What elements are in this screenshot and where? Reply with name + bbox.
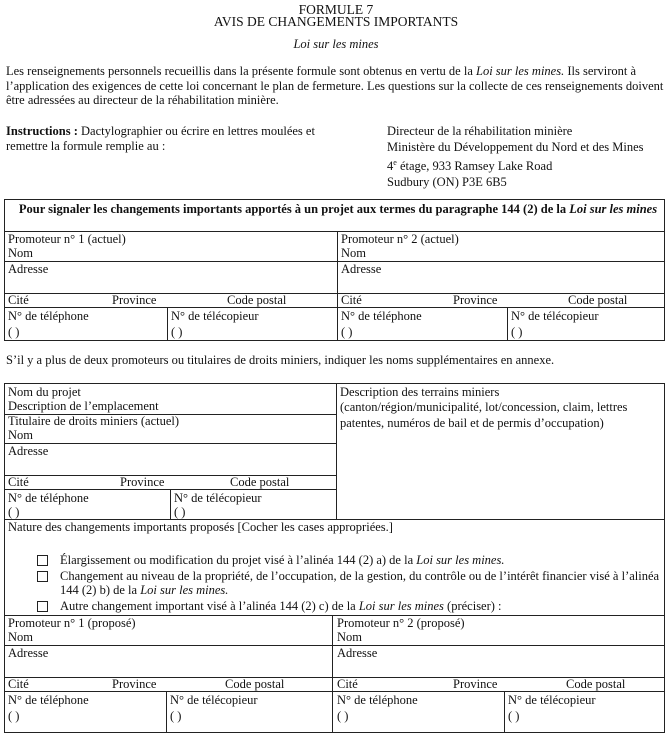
divider (4, 645, 332, 646)
divider (337, 261, 665, 262)
proposed-2-name-label: Nom (337, 630, 362, 644)
divider (4, 443, 336, 444)
option-3-label: Autre changement important visé à l’alinéa 144 (2) c) de la (60, 599, 359, 613)
holder-fax-paren: ( ) (174, 505, 186, 519)
holder-postal-label: Code postal (230, 475, 290, 489)
promoter-2-phone-paren: ( ) (341, 325, 353, 339)
instructions (6, 124, 346, 154)
option-2-text (60, 569, 660, 597)
promoter-1-fax-label: N° de télécopieur (171, 309, 259, 323)
divider (4, 261, 337, 262)
address-line-4: Sudbury (ON) P3E 6B5 (387, 174, 507, 189)
option-2-law: Loi sur les mines. (140, 583, 229, 597)
holder-address-label: Adresse (8, 444, 49, 458)
promoter-2-province-label: Province (453, 293, 498, 307)
promoter-2-proposed-label: Promoteur n° 2 (proposé) (337, 616, 465, 630)
holder-phone-label: N° de téléphone (8, 491, 89, 505)
promoter-2-fax-label: N° de télécopieur (511, 309, 599, 323)
address-line-2: Ministère du Développement du Nord et des Mines (387, 139, 644, 154)
option-2-label: Changement au niveau de la propriété, de l’occupation, de la gestion, du contrôle ou de l’intérêt financier visé à l’alinéa 144 (2) b) de la (60, 569, 660, 597)
intro-text: Les renseignements personnels recueillis dans la présente formule sont obtenus en vertu de la (6, 64, 476, 78)
section1-heading-law: Loi sur les mines (569, 202, 658, 216)
holder-city-label: Cité (8, 475, 29, 489)
option-1-text (60, 553, 504, 568)
intro-law: Loi sur les mines. (476, 64, 565, 78)
proposed-1-postal-label: Code postal (225, 677, 285, 691)
promoter-2-phone-label: N° de téléphone (341, 309, 422, 323)
promoter-1-fax-paren: ( ) (171, 325, 183, 339)
promoter-2-postal-label: Code postal (568, 293, 628, 307)
proposed-1-province-label: Province (112, 677, 157, 691)
section1-heading-text: Pour signaler les changements importants apportés à un projet aux termes du paragraphe 144 (2) de la (18, 202, 570, 216)
promoter-1-phone-label: N° de téléphone (8, 309, 89, 323)
promoter-2-current-label: Promoteur n° 2 (actuel) (341, 232, 459, 246)
lands-title: Description des terrains miniers (340, 385, 500, 399)
option-2-checkbox[interactable] (37, 571, 48, 582)
floor-sup: e (393, 158, 397, 167)
holder-label: Titulaire de droits miniers (actuel) (8, 414, 180, 428)
proposed-2-fax-paren: ( ) (508, 709, 520, 723)
proposed-1-phone-label: N° de téléphone (8, 693, 89, 707)
instructions-text: Dactylographier ou écrire en lettres moulées et remettre la formule remplie au : (6, 124, 315, 153)
form-title: AVIS DE CHANGEMENTS IMPORTANTS (213, 14, 459, 29)
intro-text-2: Ils serviront à l’application des exigences de cette loi concernant le plan de fermeture. Les questions sur la collecte de ces renseignements doivent être adressées au directeur de la réhabilitation minière. (6, 64, 664, 107)
option-1-law: Loi sur les mines. (416, 553, 505, 567)
promoter-1-proposed-label: Promoteur n° 1 (proposé) (8, 616, 136, 630)
proposed-2-phone-paren: ( ) (337, 709, 349, 723)
promoter-2-name-label: Nom (341, 246, 366, 260)
divider (166, 691, 167, 733)
option-1-label: Élargissement ou modification du projet visé à l’alinéa 144 (2) a) de la (60, 553, 417, 567)
intro-paragraph (6, 64, 666, 108)
divider (336, 383, 337, 519)
divider (337, 231, 338, 341)
promoter-1-name-label: Nom (8, 246, 33, 260)
divider (504, 691, 505, 733)
divider (507, 307, 508, 341)
promoter-1-province-label: Province (112, 293, 157, 307)
option-3-law: Loi sur les mines (358, 599, 444, 613)
promoter-2-address-label: Adresse (341, 262, 382, 276)
proposed-2-fax-label: N° de télécopieur (508, 693, 596, 707)
promoter-1-address-label: Adresse (8, 262, 49, 276)
law-name: Loi sur les mines (293, 37, 379, 51)
promoter-2-city-label: Cité (341, 293, 362, 307)
divider (332, 615, 333, 733)
promoter-2-fax-paren: ( ) (511, 325, 523, 339)
holder-fax-label: N° de télécopieur (174, 491, 262, 505)
mailing-address (387, 124, 667, 190)
proposed-1-phone-paren: ( ) (8, 709, 20, 723)
promoter-1-phone-paren: ( ) (8, 325, 20, 339)
option-3-checkbox[interactable] (37, 601, 48, 612)
promoter-1-current-label: Promoteur n° 1 (actuel) (8, 232, 126, 246)
divider (4, 293, 337, 294)
divider (167, 307, 168, 341)
proposed-2-address-label: Adresse (337, 646, 378, 660)
address-line-3 (387, 155, 667, 175)
promoter-1-city-label: Cité (8, 293, 29, 307)
divider (4, 691, 332, 692)
promoter-1-postal-label: Code postal (227, 293, 287, 307)
additional-promoters-note: S’il y a plus de deux promoteurs ou titulaires de droits miniers, indiquer les noms supplémentaires en annexe. (6, 353, 555, 367)
form-number: FORMULE 7 (298, 2, 374, 17)
divider (337, 307, 665, 308)
divider (332, 645, 665, 646)
proposed-1-address-label: Adresse (8, 646, 49, 660)
section1-heading (18, 202, 658, 216)
option-3-end: (préciser) : (443, 599, 502, 613)
proposed-1-fax-paren: ( ) (170, 709, 182, 723)
holder-province-label: Province (120, 475, 165, 489)
address-line-1: Directeur de la réhabilitation minière (387, 124, 573, 138)
proposed-2-phone-label: N° de téléphone (337, 693, 418, 707)
divider (170, 489, 171, 519)
proposed-2-city-label: Cité (337, 677, 358, 691)
proposed-1-name-label: Nom (8, 630, 33, 644)
option-1-checkbox[interactable] (37, 555, 48, 566)
instructions-label: Instructions : (6, 124, 78, 138)
proposed-1-city-label: Cité (8, 677, 29, 691)
floor-rest: étage, 933 Ramsey Lake Road (396, 159, 553, 174)
holder-name-label: Nom (8, 428, 33, 442)
nature-label: Nature des changements importants proposés [Cocher les cases appropriées.] (8, 520, 393, 534)
option-3-text (60, 599, 502, 614)
holder-phone-paren: ( ) (8, 505, 20, 519)
lands-description: (canton/région/municipalité, lot/concession, claim, lettres patentes, numéros de bail et de permis d’occupation) (340, 400, 628, 430)
proposed-2-postal-label: Code postal (566, 677, 626, 691)
project-name-label: Nom du projet (8, 385, 81, 399)
divider (332, 691, 665, 692)
divider (4, 307, 337, 308)
location-label: Description de l’emplacement (8, 399, 159, 413)
floor-number: 4 (387, 159, 394, 174)
proposed-1-fax-label: N° de télécopieur (170, 693, 258, 707)
proposed-2-province-label: Province (453, 677, 498, 691)
